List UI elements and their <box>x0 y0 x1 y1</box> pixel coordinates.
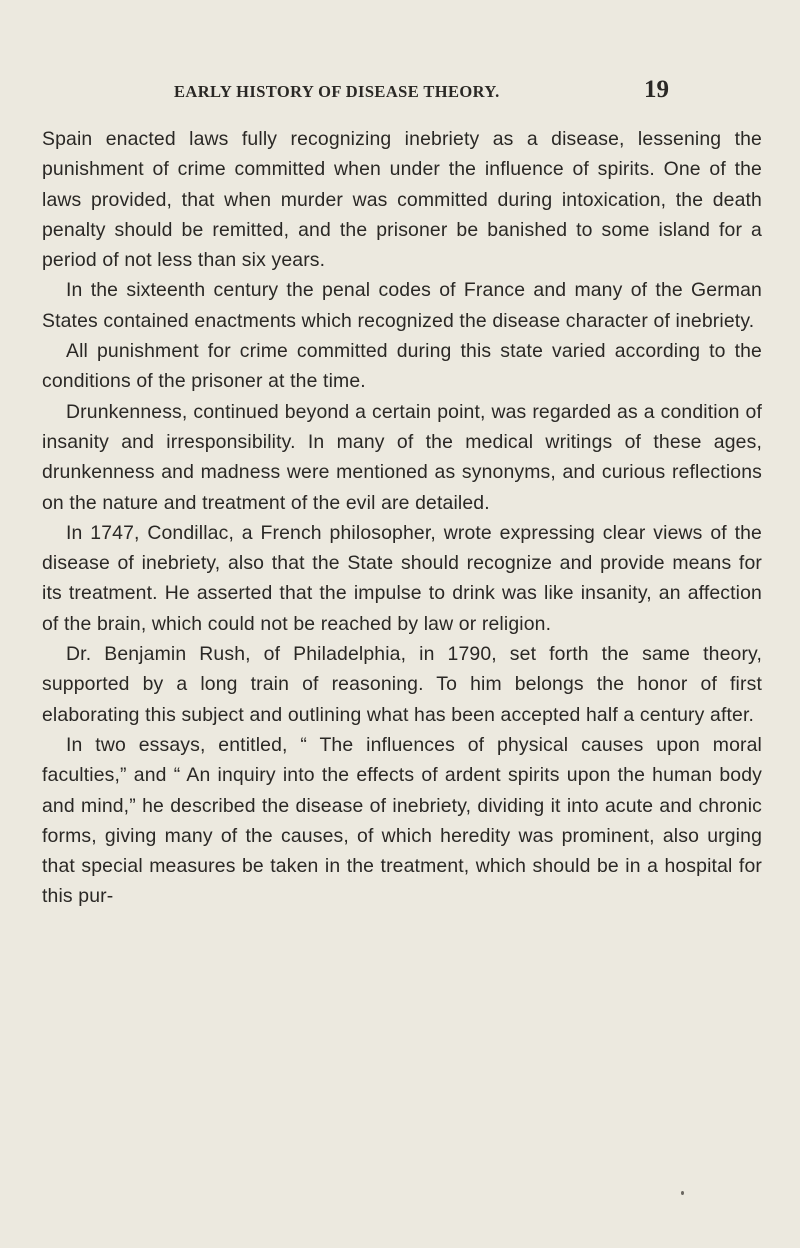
paragraph: In the sixteenth century the penal codes of France and many of the German States contained enactments which recognized the disease character of inebriety. <box>42 279 762 332</box>
body-text <box>42 124 762 912</box>
running-head <box>0 76 800 112</box>
paragraph: In 1747, Condillac, a French philosopher, wrote expressing clear views of the disease of inebriety, also that the State should recognize and provide means for its treatment. He asserted that the impulse to drink was like insanity, an affection of the brain, which could not be reached by law or religion. <box>42 521 762 635</box>
paragraph: Dr. Benjamin Rush, of Philadelphia, in 1790, set forth the same theory, supported by a long train of reasoning. To him belongs the honor of first elaborating this subject and outlining what has been accepted half a century after. <box>42 643 762 726</box>
paragraph: In two essays, entitled, “ The influences of physical causes upon moral faculties,” and “ An inquiry into the effects of ardent spirits upon the human body and mind,” he described the disease of inebriety, dividing it into acute and chronic forms, giving many of the causes, of which heredity was prominent, also urging that special measures be taken in the treatment, which should be in a hospital for this pur- <box>42 733 762 908</box>
page-number: 19 <box>644 76 669 103</box>
running-title: EARLY HISTORY OF DISEASE THEORY. <box>174 82 500 101</box>
paper-speck <box>681 1191 684 1195</box>
paragraph: Spain enacted laws fully recognizing inebriety as a disease, lessening the punishment of crime committed when under the influence of spirits. One of the laws provided, that when murder was committed during intoxication, the death penalty should be remitted, and the prisoner be banished to some island for a period of not less than six years. <box>42 128 762 272</box>
paragraph: All punishment for crime committed during this state varied according to the conditions of the prisoner at the time. <box>42 340 762 393</box>
paragraph: Drunkenness, continued beyond a certain point, was regarded as a condition of insanity and irresponsibility. In many of the medical writings of these ages, drunkenness and madness were mentioned as synonyms, and curious reflections on the nature and treatment of the evil are detailed. <box>42 400 762 514</box>
